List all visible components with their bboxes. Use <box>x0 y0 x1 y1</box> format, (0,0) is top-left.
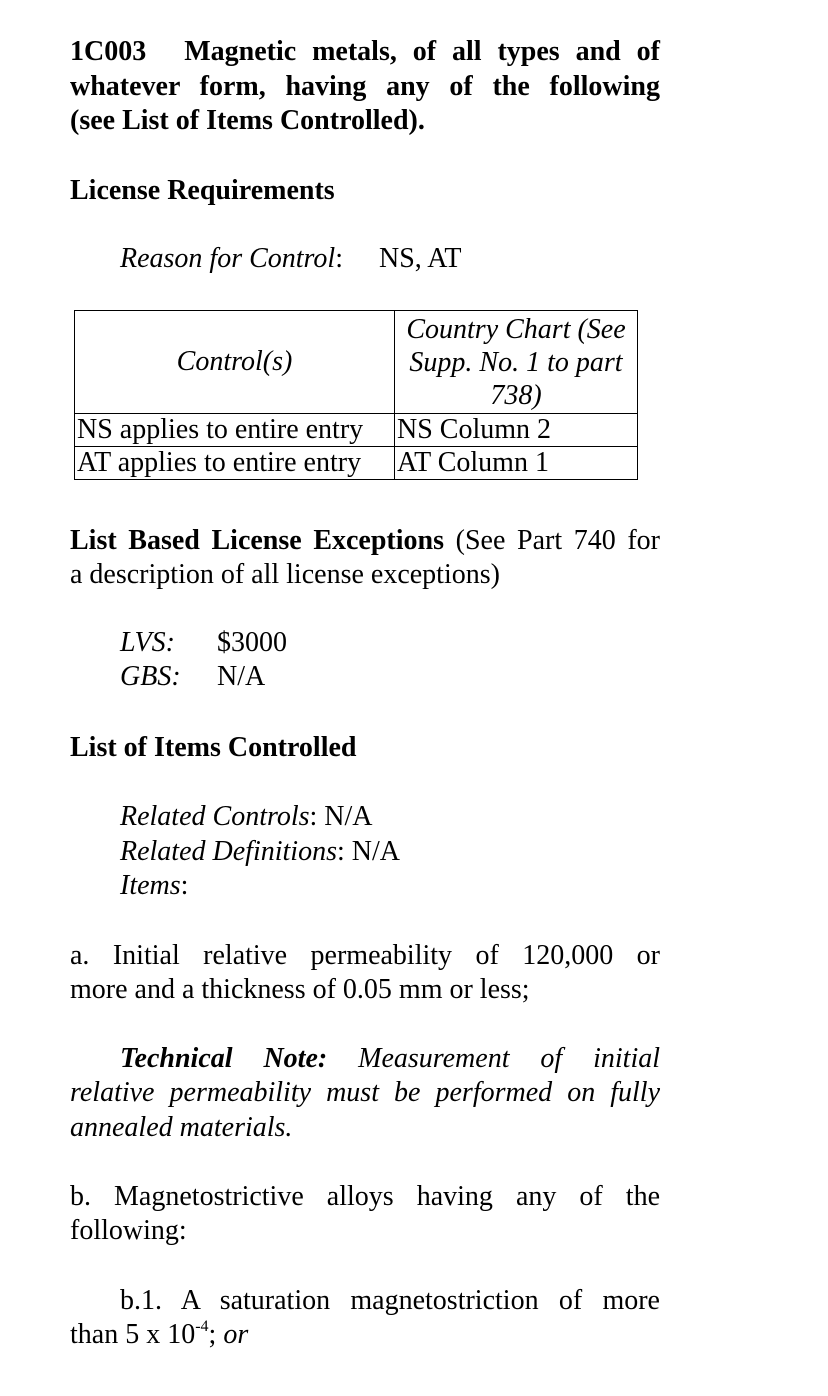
exceptions-heading-line <box>70 524 660 558</box>
lvs-line <box>120 626 287 660</box>
country-chart-table <box>74 310 638 480</box>
exceptions-heading: List Based License Exceptions <box>70 525 444 556</box>
technical-note-label: Technical Note: <box>120 1043 328 1074</box>
table-cell-chart: AT Column 1 <box>395 447 638 480</box>
item-b1-prefix: than 5 x 10 <box>70 1319 196 1350</box>
exceptions-heading-suffix: (See Part 740 for <box>444 525 660 556</box>
header-country-chart: Country Chart (See Supp. No. 1 to part 738) <box>395 311 638 414</box>
reason-label: Reason for Control <box>120 243 336 274</box>
items-label: Items <box>120 870 181 901</box>
reason-for-control <box>120 242 461 276</box>
technical-note-line1 <box>120 1042 660 1076</box>
related-definitions-label: Related Definitions <box>120 836 337 867</box>
entry-code: 1C003 <box>70 36 147 67</box>
item-b-line2: following: <box>70 1215 187 1246</box>
technical-note-text: Measurement of initial <box>358 1043 660 1074</box>
items-line <box>120 869 188 903</box>
related-definitions-value: : N/A <box>336 836 400 867</box>
item-b1-line1: b.1. A saturation magnetostriction of more <box>120 1285 660 1316</box>
lvs-value: $3000 <box>217 627 287 658</box>
related-controls-value: : N/A <box>309 801 373 832</box>
exceptions-line2: a description of all license exceptions) <box>70 559 500 590</box>
related-controls-label: Related Controls <box>120 801 310 832</box>
reason-colon: : <box>335 243 343 274</box>
item-b-line1: b. Magnetostrictive alloys having any of the <box>70 1181 660 1212</box>
gbs-value: N/A <box>217 661 266 692</box>
technical-note-line2: relative permeability must be performed on fully <box>70 1077 660 1108</box>
items-colon: : <box>180 870 189 901</box>
table-cell-control: AT applies to entire entry <box>75 447 395 480</box>
item-b1-exponent: -4 <box>195 1318 209 1335</box>
item-b1-suffix: ; <box>208 1319 224 1350</box>
gbs-label: GBS: <box>120 661 181 692</box>
item-a-line1: a. Initial relative permeability of 120,000 or <box>70 940 660 971</box>
header-controls: Control(s) <box>75 311 395 414</box>
related-definitions-line <box>120 835 400 869</box>
table-row <box>75 414 638 447</box>
related-controls-line <box>120 800 373 834</box>
reason-value: NS, AT <box>378 243 462 274</box>
item-b1-or: or <box>223 1319 249 1350</box>
item-a-line2: more and a thickness of 0.05 mm or less; <box>70 974 530 1005</box>
table-cell-chart: NS Column 2 <box>395 414 638 447</box>
table-row <box>75 447 638 480</box>
table-cell-control: NS applies to entire entry <box>75 414 395 447</box>
items-controlled-heading: List of Items Controlled <box>70 732 357 763</box>
item-b1-line2 <box>70 1318 660 1352</box>
entry-title-line2: whatever form, having any of the following <box>70 71 660 102</box>
entry-title-line3: (see List of Items Controlled). <box>70 105 425 136</box>
entry-title-text: Magnetic metals, of all types and of <box>184 36 660 67</box>
license-requirements-heading: License Requirements <box>70 175 335 206</box>
technical-note-line3: annealed materials. <box>70 1112 293 1143</box>
gbs-line <box>120 660 265 694</box>
table-header-row <box>75 311 638 414</box>
entry-title-line1 <box>70 35 660 69</box>
lvs-label: LVS: <box>120 627 175 658</box>
